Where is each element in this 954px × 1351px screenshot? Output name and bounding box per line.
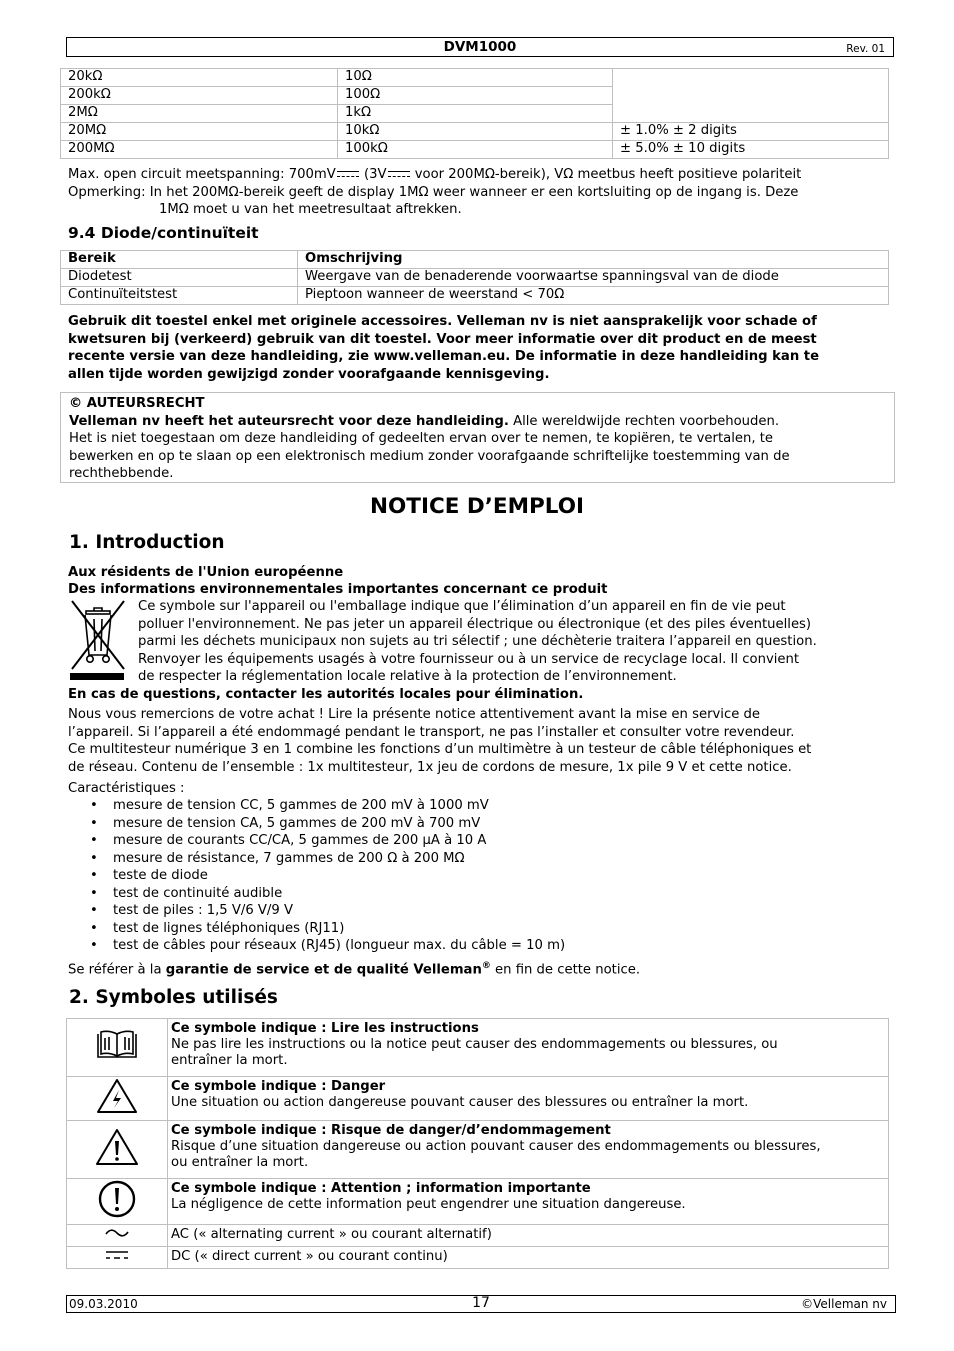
disclaimer-line: allen tijde worden gewijzigd zonder voorafgaande kennisgeving. (68, 366, 550, 382)
symbol-description (168, 1019, 889, 1077)
copyright-rest: Alle wereldwijde rechten voorbehouden. (508, 413, 780, 429)
registered-mark: ® (481, 961, 491, 971)
remark-note-cont: 1MΩ moet u van het meetresultaat aftrekken. (159, 202, 462, 217)
range-cell: 200MΩ (61, 141, 338, 159)
table-header-row (61, 251, 889, 269)
resolution-cell: 100Ω (338, 87, 613, 105)
range-cell: 20kΩ (61, 69, 338, 87)
symbol-line: Ne pas lire les instructions ou la notice peut causer des endommagements ou blessures, ou (171, 1037, 778, 1052)
symbol-description (168, 1121, 889, 1179)
icon-cell (67, 1247, 168, 1269)
symbol-description (168, 1077, 889, 1121)
copyright-line: Het is niet toegestaan om deze handleiding of gedeelten ervan over te nemen, te kopiëren, te vertalen, te (69, 431, 774, 446)
page-number: 17 (472, 1295, 490, 1311)
list-item: • test de lignes téléphoniques (RJ11) (68, 920, 888, 938)
intro-line: de réseau. Contenu de l’ensemble : 1x multitesteur, 1x jeu de cordons de mesure, 1x pile 9 V et cette notice. (68, 759, 792, 775)
disclaimer-line: kwetsuren bij (verkeerd) gebruik van dit toestel. Voor meer informatie over dit product en de meest (68, 331, 817, 347)
symbol-line: ou entraîner la mort. (171, 1155, 309, 1170)
copyright-line: rechthebbende. (69, 466, 174, 481)
disclaimer-line: recente versie van deze handleiding, zie www.velleman.eu. De informatie in deze handleiding kan te (68, 349, 820, 364)
symbol-description (168, 1179, 889, 1225)
column-header: Bereik (61, 251, 298, 269)
disclaimer-paragraph (68, 313, 888, 383)
icon-cell (67, 1225, 168, 1247)
dc-icon (388, 170, 410, 179)
remark-note: Opmerking: In het 200MΩ-bereik geeft de display 1MΩ weer wanneer er een kortsluiting op de ingang is. Deze (68, 184, 799, 200)
weee-line: Renvoyer les équipements usagés à votre fournisseur ou à un service de recyclage local. Il convient (138, 651, 800, 667)
table-row (67, 1247, 889, 1269)
ac-icon (104, 1227, 130, 1239)
symbol-line: AC (« alternating current » ou courant alternatif) (171, 1227, 492, 1242)
symbol-line: entraîner la mort. (171, 1053, 288, 1068)
accuracy-cell (613, 69, 889, 123)
icon-cell (67, 1121, 168, 1179)
symbol-line: DC (« direct current » ou courant continu) (171, 1249, 448, 1264)
book-icon (96, 1030, 138, 1060)
document-title: DVM1000 (443, 39, 517, 55)
high-voltage-icon (95, 1077, 139, 1115)
symbol-line: La négligence de cette information peut engendrer une situation dangereuse. (171, 1197, 686, 1212)
list-item: • teste de diode (68, 867, 888, 885)
symbols-table (66, 1018, 889, 1269)
symbol-line: Une situation ou action dangereuse pouvant causer des blessures ou entraîner la mort. (171, 1095, 749, 1110)
range-cell: Diodetest (61, 269, 298, 287)
icon-cell (67, 1077, 168, 1121)
table-row (61, 123, 889, 141)
weee-line: parmi les déchets municipaux non sujets au tri sélectif ; une déchèterie traitera l’appareil en question. (138, 634, 817, 649)
footer-date: 09.03.2010 (69, 1297, 138, 1311)
warranty-text: Se référer à la (68, 962, 166, 978)
symbols-heading: 2. Symboles utilisés (69, 987, 278, 1008)
resolution-cell: 10Ω (338, 69, 613, 87)
symbol-line: Risque d’une situation dangereuse ou action pouvant causer des endommagements ou blessures, (171, 1139, 821, 1154)
copyright-line: bewerken en op te slaan op een elektronisch medium zonder voorafgaande schriftelijke toestemming van de (69, 448, 790, 464)
diode-section-heading: 9.4 Diode/continuïteit (68, 224, 259, 242)
dc-icon (104, 1249, 130, 1261)
warranty-text: en fin de cette notice. (490, 962, 641, 978)
intro-line: Ce multitesteur numérique 3 en 1 combine les fonctions d’un multimètre à un testeur de câble téléphoniques et (68, 742, 812, 757)
list-item: • mesure de courants CC/CA, 5 gammes de 200 µA à 10 A (68, 832, 888, 850)
range-cell: Continuïteitstest (61, 287, 298, 305)
warranty-note (68, 958, 888, 979)
intro-heading: 1. Introduction (69, 532, 225, 553)
weee-line: Ce symbole sur l'appareil ou l'emballage indique que l’élimination d’un appareil en fin de vie peut (138, 599, 786, 614)
page-header (66, 37, 894, 57)
list-item: • mesure de tension CC, 5 gammes de 200 mV à 1000 mV (68, 797, 888, 815)
table-row (67, 1019, 889, 1077)
resolution-cell: 100kΩ (338, 141, 613, 159)
copyright-box (60, 392, 895, 483)
resistance-notes (68, 166, 888, 219)
resolution-cell: 1kΩ (338, 105, 613, 123)
copyright-title: © AUTEURSRECHT (69, 396, 205, 411)
description-cell: Weergave van de benaderende voorwaartse spanningsval van de diode (298, 269, 889, 287)
open-circuit-note (68, 166, 888, 184)
accuracy-cell: ± 5.0% ± 10 digits (613, 141, 889, 159)
resistance-table (60, 68, 889, 159)
range-cell: 20MΩ (61, 123, 338, 141)
symbol-description (168, 1225, 889, 1247)
table-row (67, 1121, 889, 1179)
accuracy-cell: ± 1.0% ± 2 digits (613, 123, 889, 141)
symbol-description (168, 1247, 889, 1269)
list-item: • test de continuité audible (68, 885, 888, 903)
weee-line: de respecter la réglementation locale relative à la protection de l’environnement. (138, 669, 677, 684)
weee-line: polluer l'environnement. Ne pas jeter un appareil électrique ou électronique (et des piles éventuelles) (138, 616, 812, 632)
symbol-title: Ce symbole indique : Attention ; information importante (171, 1181, 591, 1196)
copyright-line (69, 413, 886, 431)
icon-cell (67, 1179, 168, 1225)
list-item: • test de câbles pour réseaux (RJ45) (longueur max. du câble = 10 m) (68, 937, 888, 955)
footer-copyright: ©Velleman nv (801, 1297, 887, 1311)
copyright-bold: Velleman nv heeft het auteursrecht voor deze handleiding. (69, 413, 509, 429)
page-footer (66, 1295, 896, 1313)
env-info-heading: Des informations environnementales importantes concernant ce produit (68, 582, 608, 597)
symbol-title: Ce symbole indique : Danger (171, 1079, 386, 1094)
intro-line: Nous vous remercions de votre achat ! Lire la présente notice attentivement avant la mise en service de (68, 707, 761, 722)
icon-cell (67, 1019, 168, 1077)
list-item: • mesure de résistance, 7 gammes de 200 Ω à 200 MΩ (68, 850, 888, 868)
dc-icon (337, 170, 359, 179)
table-row (61, 69, 889, 87)
note-text: Max. open circuit meetspanning: 700mV (68, 167, 336, 182)
features-list (68, 797, 888, 955)
table-row (61, 269, 889, 287)
table-row (67, 1225, 889, 1247)
attention-circle-icon (97, 1179, 137, 1219)
intro-line: l’appareil. Si l’appareil a été endommagé pendant le transport, ne pas l’installer et consulter votre revendeur. (68, 724, 795, 740)
symbol-title: Ce symbole indique : Lire les instructions (171, 1021, 479, 1036)
warranty-bold: garantie de service et de qualité Velleman (165, 962, 482, 978)
note-text: (3V (359, 167, 387, 182)
table-row (61, 287, 889, 305)
eu-residents-heading: Aux résidents de l'Union européenne (68, 565, 344, 580)
contact-authorities: En cas de questions, contacter les autorités locales pour élimination. (68, 687, 584, 702)
description-cell: Pieptoon wanneer de weerstand < 70Ω (298, 287, 889, 305)
weee-bin-icon (68, 599, 128, 683)
symbol-title: Ce symbole indique : Risque de danger/d’endommagement (171, 1123, 611, 1138)
column-header: Omschrijving (298, 251, 889, 269)
table-row (61, 141, 889, 159)
disclaimer-line: Gebruik dit toestel enkel met originele accessoires. Velleman nv is niet aansprakelijk voor schade of (68, 314, 817, 329)
main-title: NOTICE D’EMPLOI (370, 494, 584, 519)
features-label: Caractéristiques : (68, 781, 185, 796)
range-cell: 2MΩ (61, 105, 338, 123)
revision-label: Rev. 01 (846, 43, 885, 55)
diode-table (60, 250, 889, 305)
list-item: • test de piles : 1,5 V/6 V/9 V (68, 902, 888, 920)
note-text: voor 200MΩ-bereik), VΩ meetbus heeft positieve polariteit (410, 167, 802, 182)
resolution-cell: 10kΩ (338, 123, 613, 141)
table-row (67, 1179, 889, 1225)
list-item: • mesure de tension CA, 5 gammes de 200 mV à 700 mV (68, 815, 888, 833)
warning-triangle-icon (94, 1127, 140, 1167)
range-cell: 200kΩ (61, 87, 338, 105)
weee-paragraph (138, 598, 890, 686)
table-row (67, 1077, 889, 1121)
intro-paragraph (68, 706, 888, 776)
